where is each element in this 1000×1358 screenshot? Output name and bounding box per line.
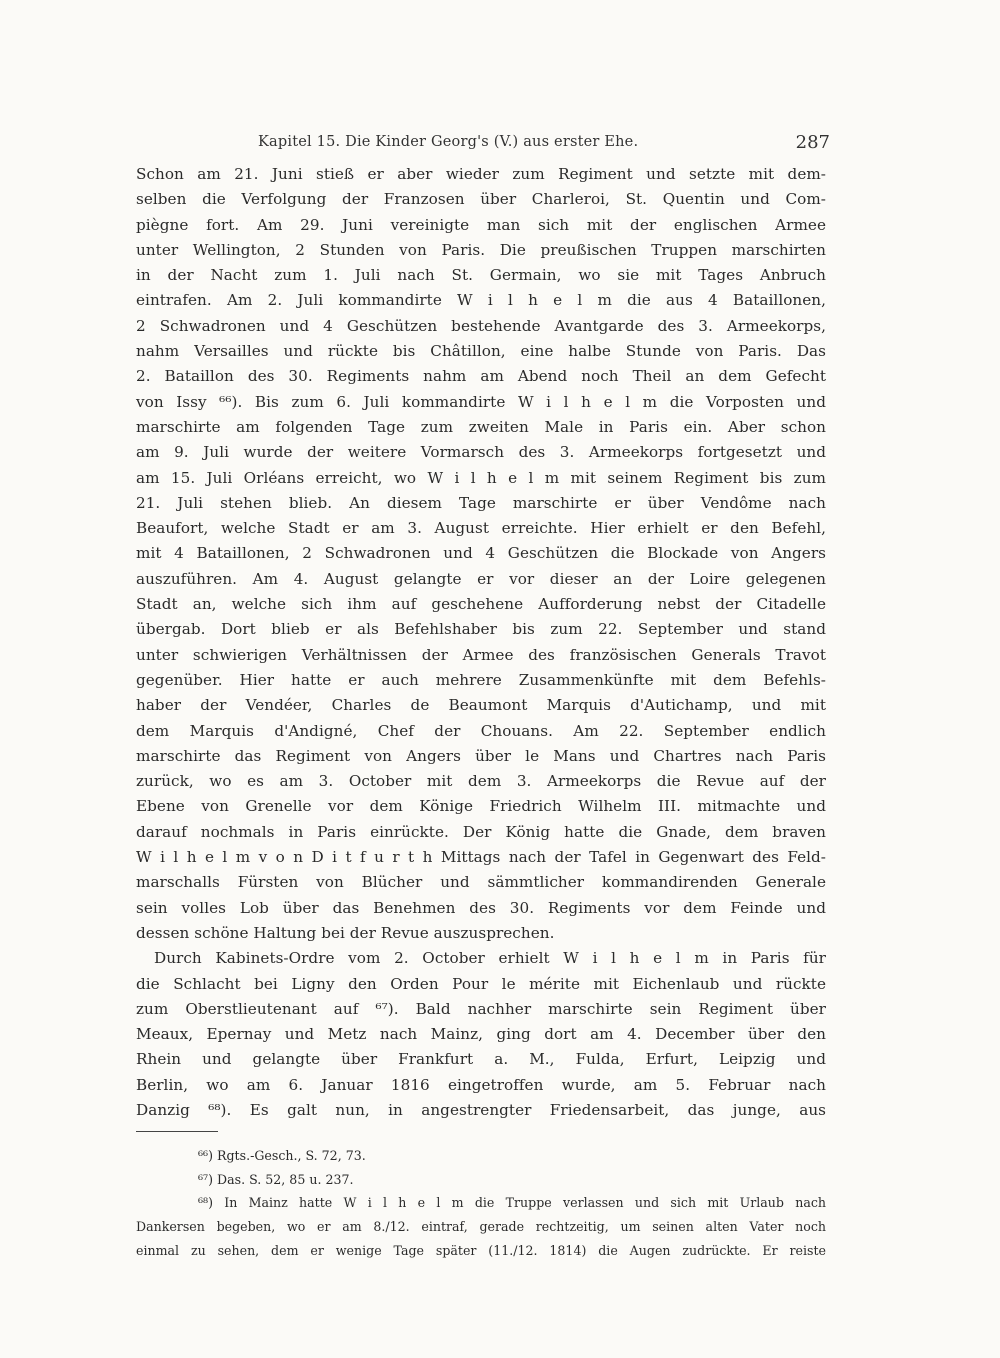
text-line: 21. Juli stehen blieb. An diesem Tage marschirte er über Vendôme nach [136, 493, 826, 512]
footnote-68-line: einmal zu sehen, dem er wenige Tage später (11./12. 1814) die Augen zudrückte. Er reiste [136, 1242, 826, 1258]
text-line: die Schlacht bei Ligny den Orden Pour le mérite mit Eichenlaub und rückte [136, 974, 826, 993]
text-line: auszuführen. Am 4. August gelangte er vor dieser an der Loire gelegenen [136, 569, 826, 588]
footnote-66: ⁶⁶) Rgts.-Gesch., S. 72, 73. [198, 1148, 366, 1164]
text-line: 2. Bataillon des 30. Regiments nahm am Abend noch Theil an dem Gefecht [136, 367, 826, 386]
text-line: nahm Versailles und rückte bis Châtillon, eine halbe Stunde von Paris. Das [136, 342, 826, 361]
text-line: in der Nacht zum 1. Juli nach St. Germain, wo sie mit Tages Anbruch [136, 266, 826, 285]
text-line: Stadt an, welche sich ihm auf geschehene Aufforderung nebst der Citadelle [136, 595, 826, 614]
text-line: Ebene von Grenelle vor dem Könige Friedrich Wilhelm III. mitmachte und [136, 797, 826, 816]
footnote-divider [136, 1131, 218, 1132]
text-line: eintrafen. Am 2. Juli kommandirte W i l h e l m die aus 4 Bataillonen, [136, 291, 826, 310]
footnote-67: ⁶⁷) Das. S. 52, 85 u. 237. [198, 1171, 354, 1187]
text-line: Schon am 21. Juni stieß er aber wieder zum Regiment und setzte mit dem- [136, 165, 826, 183]
text-line: am 9. Juli wurde der weitere Vormarsch des 3. Armeekorps fortgesetzt und [136, 443, 826, 462]
text-line: Beaufort, welche Stadt er am 3. August erreichte. Hier erhielt er den Befehl, [136, 519, 826, 538]
footnote-68: ⁶⁸) In Mainz hatte W i l h e l m die Truppe verlassen und sich mit Urlaub nach [198, 1195, 826, 1211]
book-page [136, 128, 830, 1262]
text-line: mit 4 Bataillonen, 2 Schwadronen und 4 Geschützen die Blockade von Angers [136, 544, 826, 563]
text-line: Danzig ⁶⁸). Es galt nun, in angestrengter Friedensarbeit, das junge, aus [136, 1100, 826, 1119]
text-line: selben die Verfolgung der Franzosen über Charleroi, St. Quentin und Com- [136, 190, 826, 209]
running-header [136, 128, 830, 160]
text-line: am 15. Juli Orléans erreicht, wo W i l h e l m mit seinem Regiment bis zum [136, 468, 826, 487]
text-line: Rhein und gelangte über Frankfurt a. M., Fulda, Erfurt, Leipzig und [136, 1050, 826, 1069]
text-line: Durch Kabinets-Ordre vom 2. October erhielt W i l h e l m in Paris für [154, 949, 826, 968]
text-line: unter Wellington, 2 Stunden von Paris. Die preußischen Truppen marschirten [136, 240, 826, 259]
text-line: marschirte das Regiment von Angers über le Mans und Chartres nach Paris [136, 746, 826, 765]
text-line: gegenüber. Hier hatte er auch mehrere Zusammenkünfte mit dem Befehls- [136, 670, 826, 689]
text-line: sein volles Lob über das Benehmen des 30. Regiments vor dem Feinde und [136, 898, 826, 917]
text-line: piègne fort. Am 29. Juni vereinigte man sich mit der englischen Armee [136, 215, 826, 234]
body-text [136, 162, 826, 1123]
text-line: haber der Vendéer, Charles de Beaumont Marquis d'Autichamp, und mit [136, 696, 826, 715]
text-line: übergab. Dort blieb er als Befehlshaber bis zum 22. September und stand [136, 620, 826, 639]
text-line: zurück, wo es am 3. October mit dem 3. Armeekorps die Revue auf der [136, 772, 826, 791]
footnote-68-line: Dankersen begeben, wo er am 8./12. eintraf, gerade rechtzeitig, um seinen alten Vater noch [136, 1219, 826, 1235]
text-line: unter schwierigen Verhältnissen der Armee des französischen Generals Travot [136, 645, 826, 664]
text-line: Berlin, wo am 6. Januar 1816 eingetroffen wurde, am 5. Februar nach [136, 1075, 826, 1094]
text-line: W i l h e l m v o n D i t f u r t h Mittags nach der Tafel in Gegenwart des Feld- [136, 848, 826, 867]
text-line: 2 Schwadronen und 4 Geschützen bestehende Avantgarde des 3. Armeekorps, [136, 316, 826, 335]
text-line: marschirte am folgenden Tage zum zweiten Male in Paris ein. Aber schon [136, 417, 826, 436]
footnotes [136, 1144, 826, 1262]
chapter-title: Kapitel 15. Die Kinder Georg's (V.) aus erster Ehe. [258, 134, 639, 150]
text-line: dessen schöne Haltung bei der Revue auszusprechen. [136, 923, 555, 942]
page-number: 287 [795, 132, 830, 153]
text-line: zum Oberstlieutenant auf ⁶⁷). Bald nachher marschirte sein Regiment über [136, 999, 826, 1018]
text-line: Meaux, Epernay und Metz nach Mainz, ging dort am 4. December über den [136, 1025, 826, 1044]
text-line: marschalls Fürsten von Blücher und sämmtlicher kommandirenden Generale [136, 873, 826, 892]
text-line: darauf nochmals in Paris einrückte. Der König hatte die Gnade, dem braven [136, 822, 826, 841]
text-line: dem Marquis d'Andigné, Chef der Chouans. Am 22. September endlich [136, 721, 826, 740]
text-line: von Issy ⁶⁶). Bis zum 6. Juli kommandirte W i l h e l m die Vorposten und [136, 392, 826, 411]
